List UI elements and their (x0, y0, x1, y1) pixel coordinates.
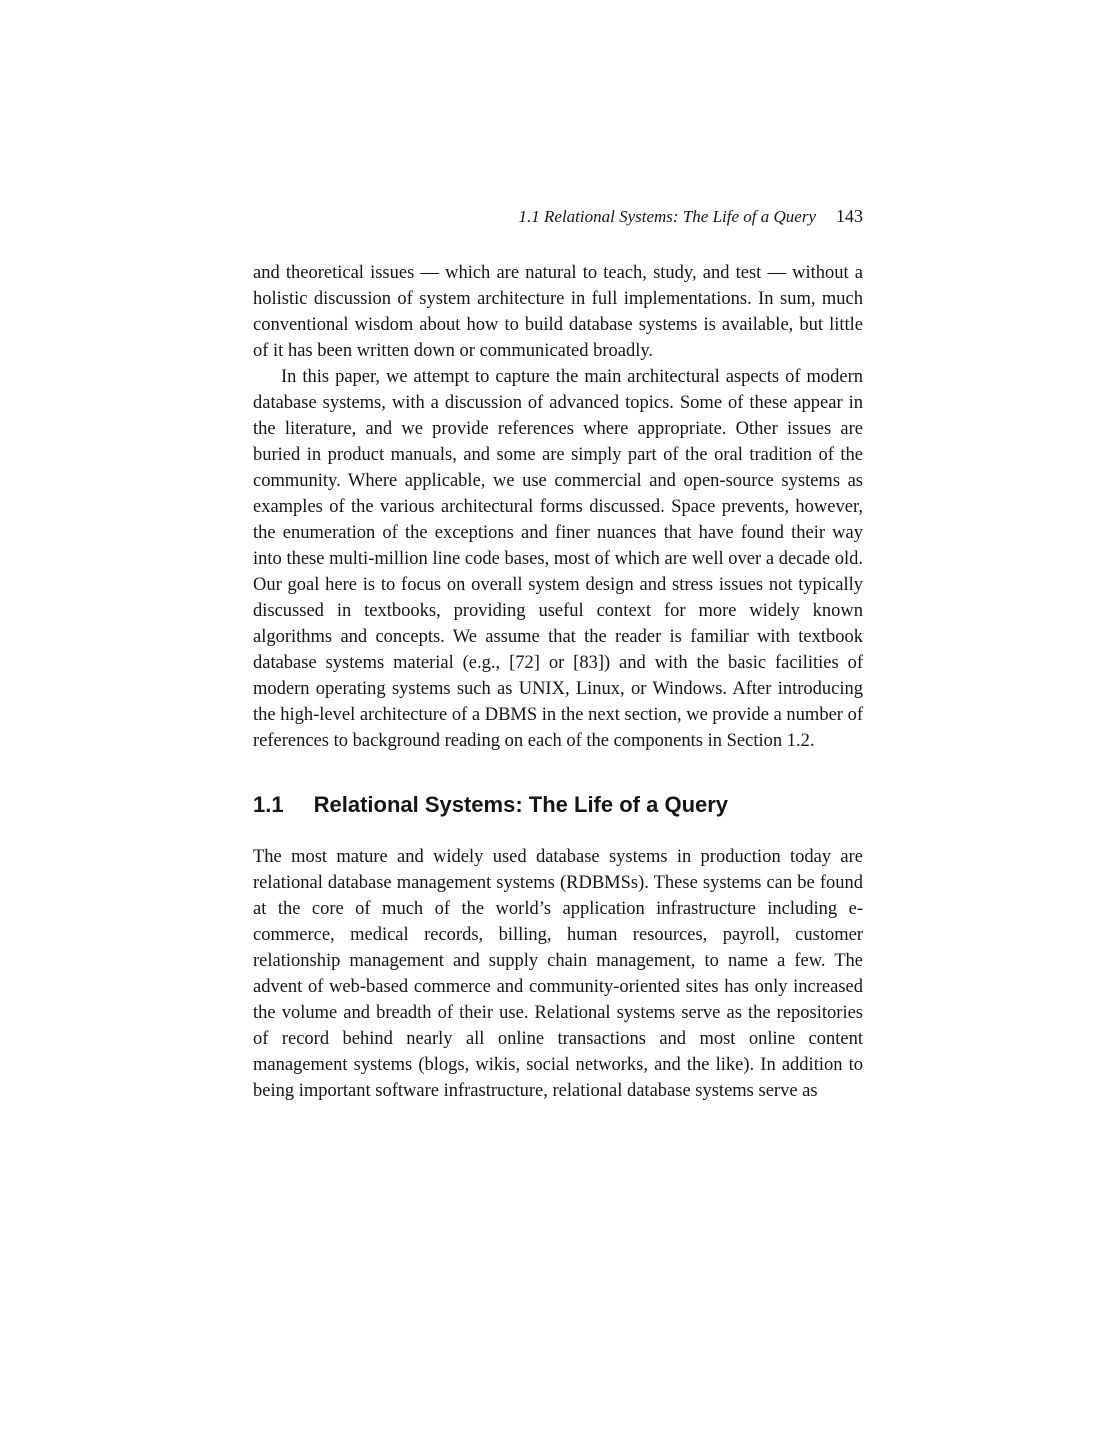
paragraph-relational-systems: The most mature and widely used database systems in production today are relational database management systems (RDBMSs). These systems can be found at the core of much of the world’s application infrastructure including e-commerce, medical records, billing, human resources, payroll, customer relationship management and supply chain management, to name a few. The advent of web-based commerce and community-oriented sites has only increased the volume and breadth of their use. Relational systems serve as the repositories of record behind nearly all online transactions and most online content management systems (blogs, wikis, social networks, and the like). In addition to being important software infrastructure, relational database systems serve as (253, 847, 863, 1101)
section-heading (253, 792, 863, 818)
section-title: Relational Systems: The Life of a Query (313, 792, 729, 817)
body-text (253, 260, 863, 1104)
running-header (253, 206, 863, 227)
paragraph-overview: In this paper, we attempt to capture the main architectural aspects of modern database systems, with a discussion of advanced topics. Some of these appear in the literature, and we provide references where appropriate. Other issues are buried in product manuals, and some are simply part of the oral tradition of the community. Where applicable, we use commercial and open-source systems as examples of the various architectural forms discussed. Space prevents, however, the enumeration of the exceptions and finer nuances that have found their way into these multi-million line code bases, most of which are well over a decade old. Our goal here is to focus on overall system design and stress issues not typically discussed in textbooks, providing useful context for more widely known algorithms and concepts. We assume that the reader is familiar with textbook database systems material (e.g., [72] or [83]) and with the basic facilities of modern operating systems such as UNIX, Linux, or Windows. After introducing the high-level architecture of a DBMS in the next section, we provide a number of references to background reading on each of the components in Section 1.2. (253, 367, 863, 751)
section-number: 1.1 (253, 792, 284, 817)
page-number: 143 (836, 206, 863, 226)
paragraph-continuation: and theoretical issues — which are natural to teach, study, and test — without a holistic discussion of system architecture in full implementations. In sum, much conventional wisdom about how to build database systems is available, but little of it has been written down or communicated broadly. (253, 263, 863, 361)
running-header-title: 1.1 Relational Systems: The Life of a Query (518, 207, 816, 226)
text-column (253, 206, 863, 1104)
